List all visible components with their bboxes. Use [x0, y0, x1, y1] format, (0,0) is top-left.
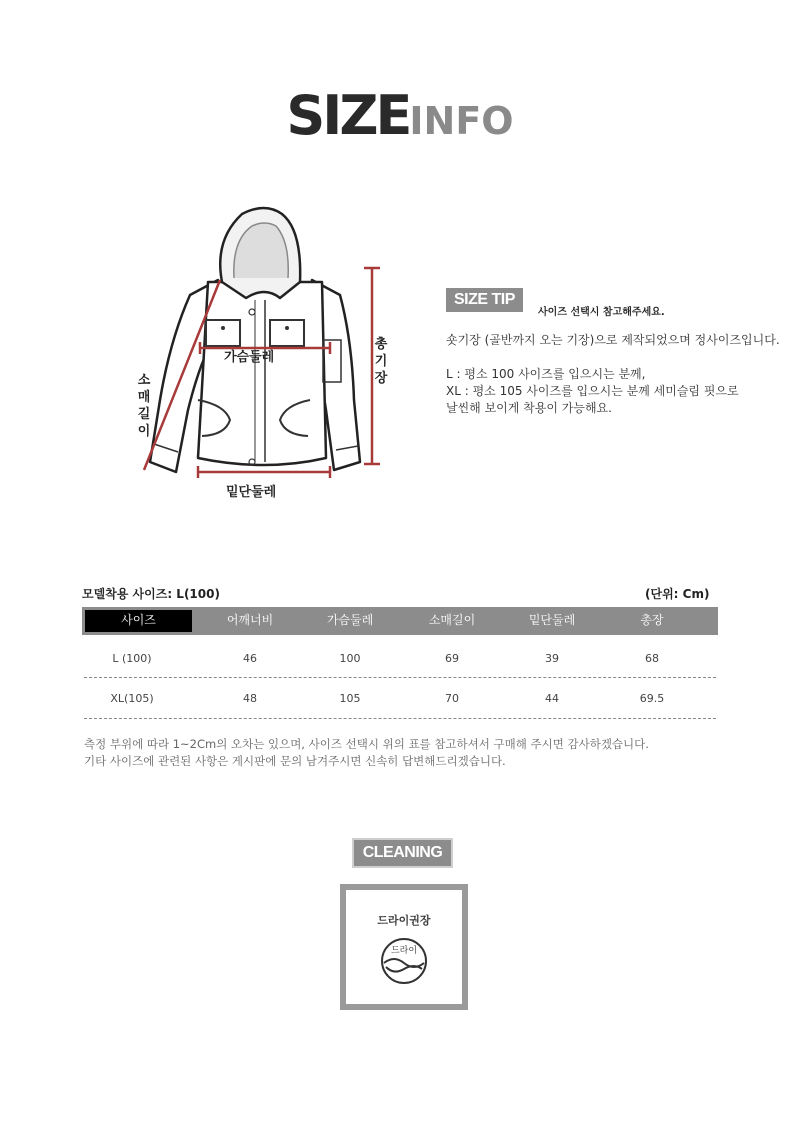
- cell-size: L (100): [112, 652, 152, 665]
- unit-label: (단위: Cm): [645, 587, 710, 601]
- cell-length: 69.5: [639, 692, 665, 705]
- dry-clean-icon: [380, 937, 428, 985]
- hem-label: 밑단둘레: [226, 485, 277, 500]
- chest-label: 가슴둘레: [224, 350, 275, 365]
- size-tip-badge: SIZE TIP: [446, 288, 523, 312]
- cell-length: 68: [645, 652, 659, 665]
- title-size: SIZE: [286, 84, 410, 147]
- sleeve-length-text: 소 매 길 이: [137, 373, 151, 439]
- size-tip-line-3: XL : 평소 105 사이즈를 입으시는 분께 세미슬림 핏으로: [446, 384, 739, 398]
- cell-hem: 44: [545, 692, 559, 705]
- cell-shoulder: 46: [243, 652, 257, 665]
- note-line-1: 측정 부위에 따라 1~2Cm의 오차는 있으며, 사이즈 선택시 위의 표를 참고하셔서 구매해 주시면 감사하겠습니다.: [84, 737, 649, 751]
- header-chest: 가슴둘레: [326, 613, 374, 627]
- header-length: 총장: [640, 613, 664, 627]
- row-divider: [84, 718, 716, 719]
- cell-sleeve: 70: [445, 692, 459, 705]
- cell-sleeve: 69: [445, 652, 459, 665]
- title-info: INFO: [409, 99, 514, 143]
- cleaning-badge: CLEANING: [352, 838, 453, 868]
- table-row: [82, 652, 718, 676]
- total-length-text: 총 기 장: [374, 337, 388, 386]
- header-shoulder: 어깨너비: [226, 613, 274, 627]
- table-row: [82, 692, 718, 716]
- model-size-label: 모델착용 사이즈: L(100): [82, 587, 220, 601]
- total-length-label: [373, 336, 389, 387]
- cell-size: XL(105): [110, 692, 154, 705]
- dry-clean-icon-text: 드라이: [390, 946, 418, 956]
- size-tip-line-2: L : 평소 100 사이즈를 입으시는 분께,: [446, 367, 646, 381]
- size-tip-line-1: 숏기장 (골반까지 오는 기장)으로 제작되었으며 정사이즈입니다.: [446, 333, 780, 347]
- cell-chest: 100: [339, 652, 361, 665]
- cell-shoulder: 48: [243, 692, 257, 705]
- page-title: [0, 84, 800, 147]
- header-hem: 밑단둘레: [528, 613, 576, 627]
- care-box: [340, 884, 468, 1010]
- cell-chest: 105: [339, 692, 361, 705]
- size-tip-caption: 사이즈 선택시 참고해주세요.: [538, 307, 665, 318]
- sleeve-length-label: [136, 372, 152, 440]
- size-tip-line-4: 날씬해 보이게 착용이 가능해요.: [446, 401, 612, 415]
- row-divider: [84, 677, 716, 678]
- header-sleeve: 소매길이: [428, 613, 476, 627]
- size-table-header: [82, 607, 718, 635]
- header-size: 사이즈: [85, 610, 192, 632]
- cell-hem: 39: [545, 652, 559, 665]
- note-line-2: 기타 사이즈에 관련된 사항은 게시판에 문의 남겨주시면 신속히 답변해드리겠습니다.: [84, 754, 506, 768]
- care-title: 드라이권장: [377, 914, 431, 927]
